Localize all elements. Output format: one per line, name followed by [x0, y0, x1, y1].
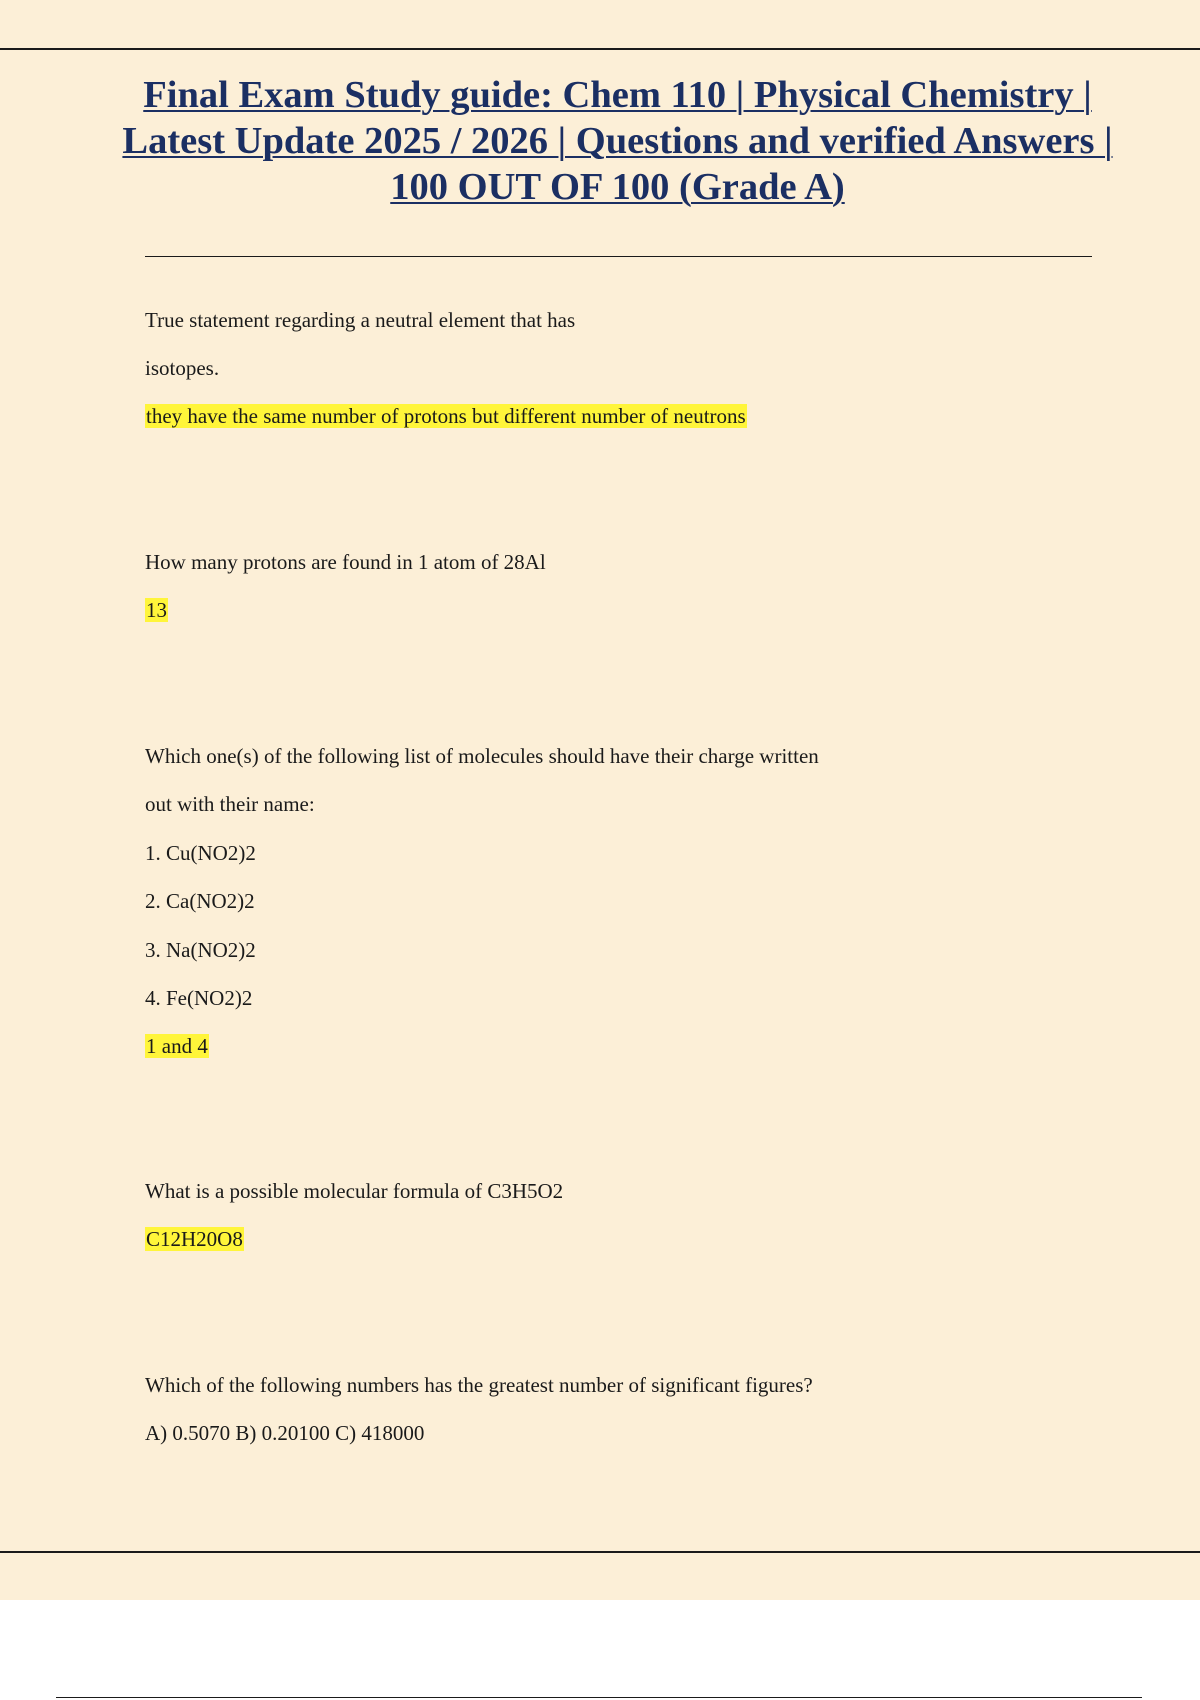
question-3-option-1: 1. Cu(NO2)2	[145, 841, 256, 865]
question-5-line-1: Which of the following numbers has the greatest number of significant figures?	[145, 1373, 813, 1397]
question-1-line-1: True statement regarding a neutral element that has	[145, 308, 576, 332]
answer-4-highlight: C12H20O8	[146, 1227, 243, 1251]
answer-4	[145, 1225, 244, 1253]
answer-3	[145, 1032, 209, 1060]
question-3-option-3: 3. Na(NO2)2	[145, 938, 256, 962]
answer-2	[145, 596, 168, 624]
bottom-rule	[0, 1551, 1200, 1553]
question-3-line-2: out with their name:	[145, 792, 315, 816]
title-divider	[145, 256, 1092, 257]
question-4-line-1: What is a possible molecular formula of C3H5O2	[145, 1179, 564, 1203]
answer-1-highlight: they have the same number of protons but different number of neutrons	[146, 404, 746, 428]
question-1-line-2: isotopes.	[145, 356, 220, 380]
question-3-line-1: Which one(s) of the following list of molecules should have their charge written	[145, 744, 819, 768]
answer-2-highlight: 13	[146, 598, 167, 622]
footer-rule	[56, 1697, 1142, 1698]
document-title: Final Exam Study guide: Chem 110 | Physical Chemistry | Latest Update 2025 / 2026 | Questions and verified Answers | 100 OUT OF 100 (Grade A)	[122, 74, 1113, 208]
question-3-option-4: 4. Fe(NO2)2	[145, 986, 253, 1010]
top-rule	[0, 48, 1200, 50]
question-2-line-1: How many protons are found in 1 atom of 28Al	[145, 550, 546, 574]
answer-1	[145, 402, 747, 430]
answer-3-highlight: 1 and 4	[146, 1034, 208, 1058]
question-3-option-2: 2. Ca(NO2)2	[145, 889, 255, 913]
question-5-line-2: A) 0.5070 B) 0.20100 C) 418000	[145, 1421, 425, 1445]
